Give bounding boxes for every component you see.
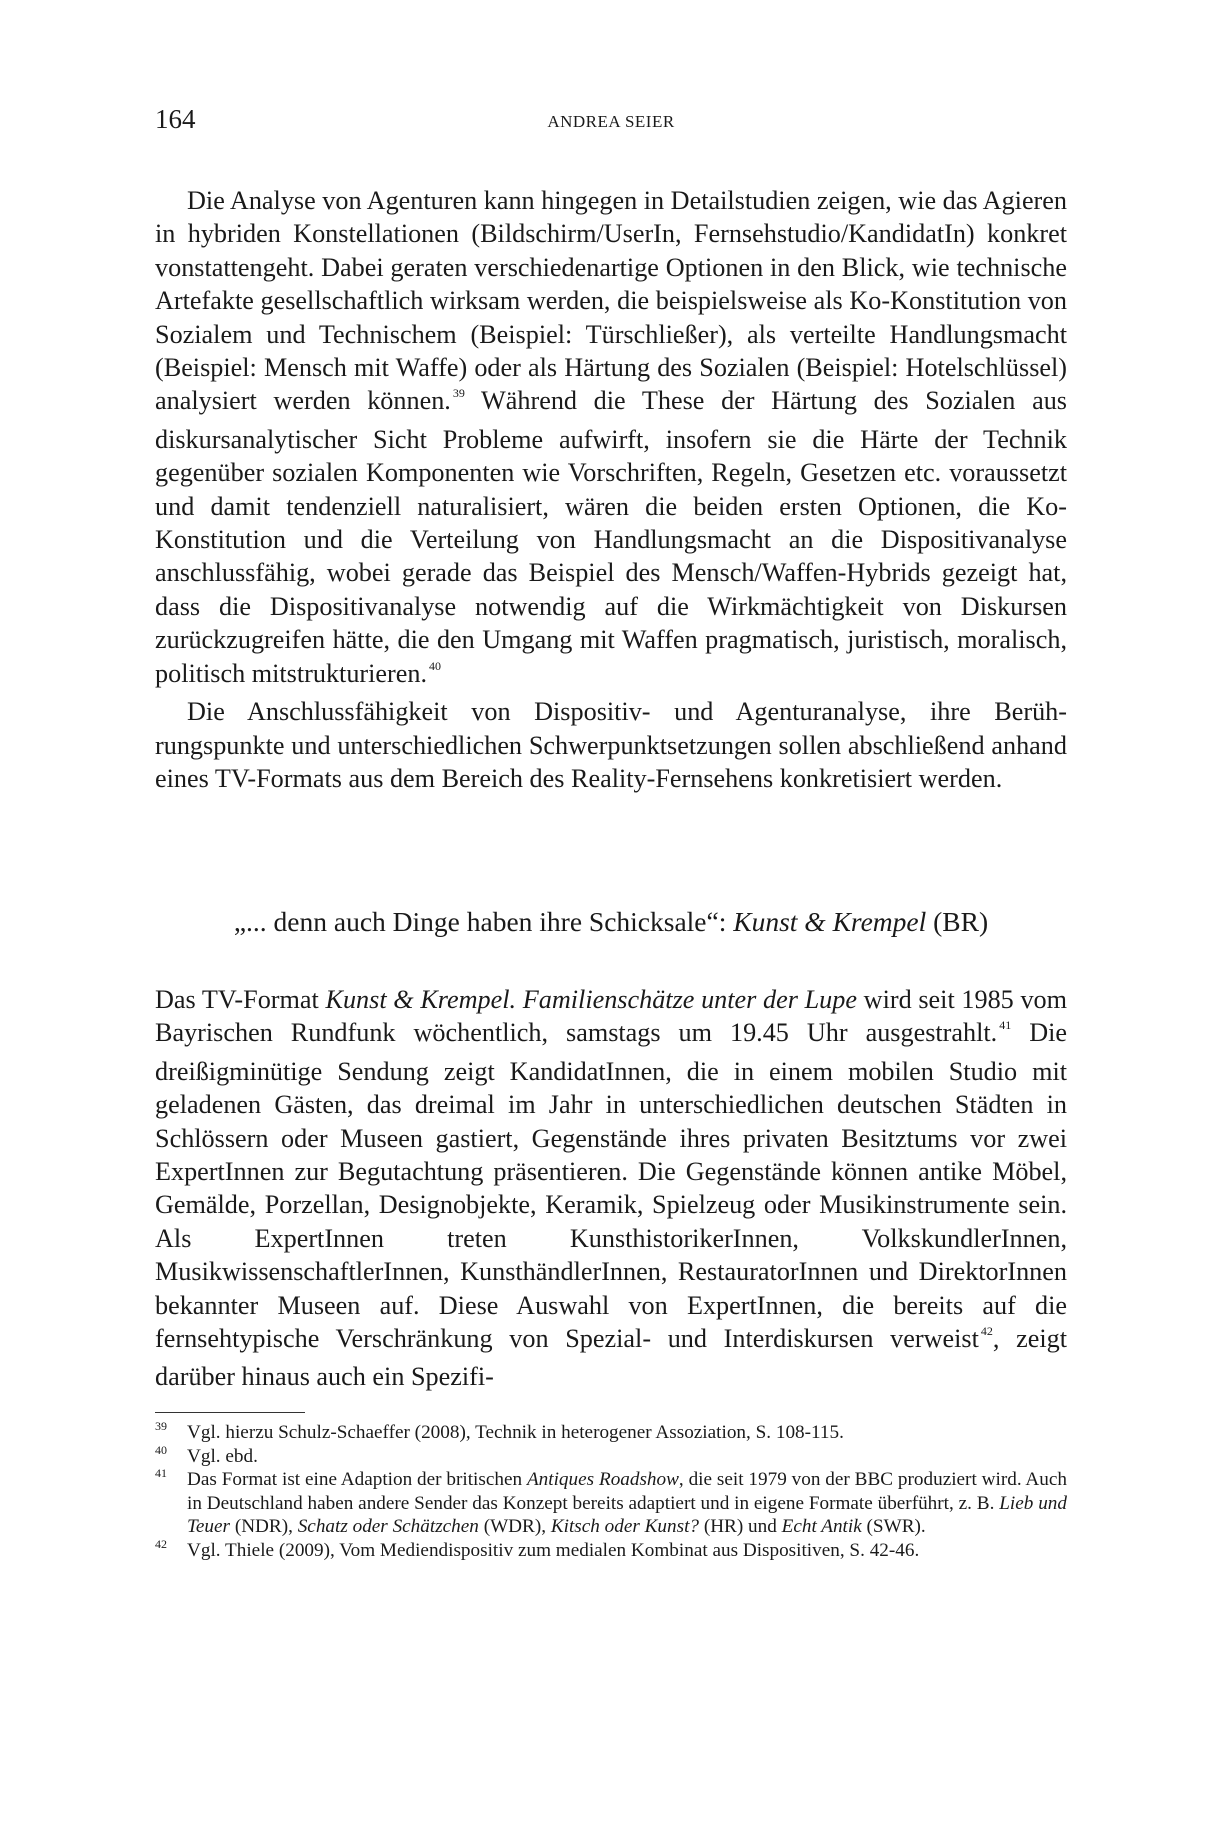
section-heading	[155, 905, 1067, 939]
text-run: Das TV-Format	[155, 985, 326, 1014]
running-head: ANDREA SEIER	[547, 112, 675, 131]
body-text-section-2	[155, 983, 1067, 1394]
text-run: wird seit 1985 vom Bayrischen Rundfunk wöchentlich, samstags um 19.45 Uhr ausgestrahlt.	[155, 985, 1068, 1048]
footnote-title-italic: Antiques Roadshow	[526, 1469, 679, 1491]
footnote-text: Vgl. ebd.	[187, 1445, 258, 1467]
footnote-number: 41	[155, 1466, 167, 1481]
footnote-reference: 42	[980, 1324, 993, 1339]
footnote-number: 40	[155, 1442, 167, 1457]
footnote-title-italic: Kitsch oder Kunst?	[550, 1516, 700, 1538]
footnote-39	[155, 1421, 1067, 1445]
footnote-text: (SWR).	[861, 1516, 926, 1538]
footnote-42	[155, 1536, 1067, 1563]
footnote-title-italic: Schatz oder Schätzchen	[297, 1516, 479, 1538]
page-number: 164	[155, 104, 196, 134]
paragraph	[155, 983, 1067, 1394]
text-run-italic: Kunst & Krempel. Familienschätze unter der Lupe	[325, 985, 857, 1014]
footnote-reference: 40	[429, 658, 442, 673]
footnote-title-italic: Echt Antik	[781, 1516, 862, 1538]
footnote-reference: 39	[452, 386, 465, 401]
text-run: Die dreißigminütige Sendung zeigt KandidatInnen, die in einem mobilen Studio mit geladenen Gästen, das dreimal im Jahr in unterschiedlichen deutschen Städten in Schlössern oder Museen gastiert, Gegenstände ihres privaten Besitztums vor zwei ExpertInnen zur Begutachtung präsentieren. Die Gegenstände können antike Möbel, Gemälde, Porzellan, Designobjekte, Keramik, Spielzeug oder Musikinstrumente sein. Als ExpertInnen treten KunsthistorikerInnen, VolkskundlerInnen, MusikwissenschaftlerInnen, KunsthändlerInnen, RestauratorInnen und DirektorInnen bekannter Museen auf. Diese Auswahl von ExpertInnen, die bereits auf die fernsehtypische Verschränkung von Spezial- und Interdiskursen verweist	[155, 1018, 1068, 1354]
footnote-text: Vgl. hierzu Schulz-Schaeffer (2008), Technik in heterogener Assoziation, S. 108-115.	[187, 1422, 844, 1443]
footnote-reference: 41	[999, 1018, 1012, 1033]
footnote-41	[155, 1468, 1067, 1539]
paragraph	[155, 695, 1067, 795]
body-text-section-1	[155, 184, 1067, 795]
heading-title-italic: Kunst & Krempel	[733, 906, 927, 937]
page-header	[155, 104, 1067, 144]
footnote-title-italic: Lieb und Teuer	[187, 1492, 1067, 1538]
footnote-separator	[155, 1412, 305, 1413]
paragraph	[155, 184, 1067, 695]
footnote-40	[155, 1442, 1067, 1469]
text-run: Während die These der Härtung des Sozialen aus diskursanalytischer Sicht Probleme aufwirft, insofern sie die Härte der Technik gegenüber sozialen Komponenten wie Vorschriften, Regeln, Gesetzen etc. voraussetzt und damit tendenziell naturalisiert, wären die beiden ersten Optionen, die Ko-Konstitution und die Verteilung von Handlungsmacht an die Dispositivanalyse anschlussfähig, wobei gerade das Beispiel des Mensch/Waffen-Hybrids gezeigt hat, dass die Dispositivanalyse notwendig auf die Wirkmächtigkeit von Diskursen zurückzugreifen hätte, die den Umgang mit Waffen pragmatisch, juristisch, moralisch, politisch mitstrukturieren.	[155, 386, 1067, 688]
text-run: Die Analyse von Agenturen kann hingegen in Detailstudien zeigen, wie das Agieren in hybriden Konstellationen (Bildschirm/UserIn, Fernsehstudio/KandidatIn) konkret vonstattengeht. Dabei geraten verschiedenartige Optionen in den Blick, wie technische Artefakte gesellschaftlich wirksam werden, die beispielsweise als Ko-Konstitution von Sozialem und Technischem (Beispiel: Türschließer), als verteilte Handlungsmacht (Beispiel: Mensch mit Waffe) oder als Härtung des Sozialen (Beispiel: Hotelschlüssel) analysiert werden können.	[155, 186, 1067, 416]
footnote-text: (NDR),	[230, 1516, 298, 1538]
text-run: , zeigt darüber hinaus auch ein Spezifi-	[155, 1324, 1067, 1392]
footnotes	[155, 1421, 1067, 1563]
footnote-text: Vgl. Thiele (2009), Vom Mediendispositiv zum medialen Kombinat aus Dispositiven, S. 42-46.	[187, 1539, 920, 1561]
heading-text: „... denn auch Dinge haben ihre Schicksale“:	[233, 906, 734, 937]
footnote-text: (HR) und	[699, 1516, 782, 1538]
footnote-text: , die seit 1979 von der BBC produziert wird. Auch in Deutschland haben andere Sender das Konzept bereits adaptiert und in eigene Formate überführt, z. B.	[187, 1469, 1067, 1514]
footnote-text: Das Format ist eine Adaption der britischen	[187, 1469, 527, 1491]
footnote-number: 39	[155, 1419, 167, 1433]
heading-text: (BR)	[926, 906, 989, 937]
footnote-number: 42	[155, 1536, 167, 1551]
text-run: Die Anschlussfähigkeit von Dispositiv- und Agenturanalyse, ihre Berührungspunkte und unterschiedlichen Schwerpunktsetzungen sollen abschließend anhand eines TV-Formats aus dem Bereich des Reality-Fernsehens konkretisiert werden.	[155, 697, 1067, 793]
footnote-text: (WDR),	[478, 1516, 551, 1538]
